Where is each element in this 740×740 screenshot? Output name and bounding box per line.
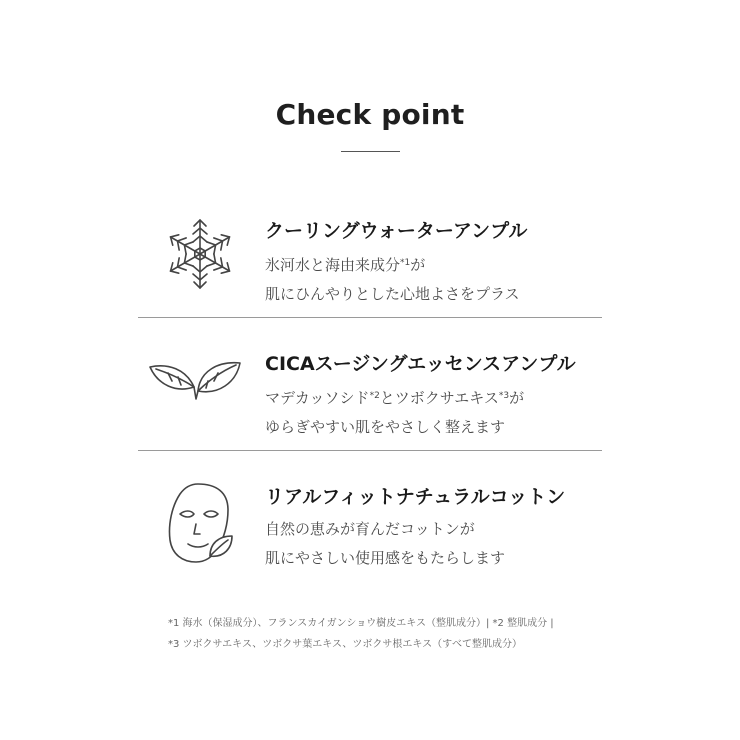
checkpoint-cica	[138, 349, 602, 439]
page-title: Check point	[275, 98, 465, 131]
face-mask-icon	[158, 480, 242, 564]
leaves-icon	[146, 343, 246, 427]
footnote-line: *1 海水（保湿成分）、フランスカイガンショウ樹皮エキス（整肌成分）| *2 整肌成分 |	[168, 618, 554, 629]
footnote-line: *3 ツボクサエキス、ツボクサ葉エキス、ツボクサ根エキス（すべて整肌成分）	[168, 639, 522, 650]
section-heading: クーリングウォーターアンプル	[265, 220, 528, 242]
section-heading: CICAスージングエッセンスアンプル	[265, 353, 576, 375]
snowflake-icon	[158, 212, 242, 296]
section-description: 氷河水と海由来成分$^{*1}$が 肌にひんやりとした心地よさをプラス	[265, 256, 520, 303]
section-description: 自然の恵みが育んだコットンが 肌にやさしい使用感をもたらします	[265, 520, 506, 567]
footnote-mark: *3	[498, 391, 510, 401]
footnote-mark: *2	[369, 391, 380, 401]
footnotes	[168, 613, 554, 655]
section-divider	[138, 450, 602, 451]
footnote-mark: *1	[400, 258, 411, 268]
title-underline	[341, 151, 400, 152]
section-heading: リアルフィットナチュラルコットン	[265, 486, 566, 508]
section-description: マデカッソシド$^{*2}$とツボクサエキス$^{*3}$が ゆらぎやすい肌をやさしく整えます	[265, 389, 525, 436]
checkpoint-cooling	[138, 216, 602, 306]
checkpoint-cotton	[138, 482, 602, 572]
section-divider	[138, 317, 602, 318]
